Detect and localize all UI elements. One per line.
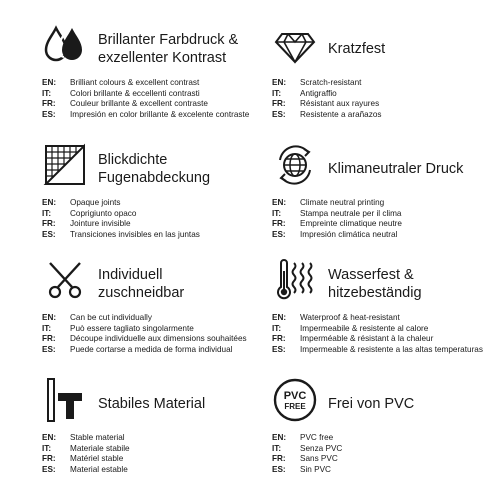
lang-row-it: IT: Impermeabile & resistente al calore — [272, 323, 429, 333]
lang-row-es: ES: Transiciones invisibles en las juntas — [42, 229, 200, 239]
thermometer-waves-icon — [272, 257, 318, 303]
lang-row-en: EN: Waterproof & heat-resistant — [272, 313, 400, 322]
feature-title: Brillanter Farbdruck & exzellenter Kontrast — [98, 32, 239, 66]
feature-waterproof-heat — [272, 255, 500, 355]
lang-row-es: ES: Puede cortarse a medida de forma individual — [42, 344, 233, 354]
diamond-icon — [272, 22, 318, 68]
lang-row-en: EN: Scratch-resistant — [272, 78, 362, 87]
lang-row-es: ES: Resistente a arañazos — [272, 109, 382, 119]
feature-brilliant-colours — [42, 20, 272, 120]
lang-row-fr: FR: Sans PVC — [272, 454, 338, 464]
lang-row-fr: FR: Couleur brillante & excellent contraste — [42, 99, 208, 109]
scissors-icon — [42, 257, 88, 303]
lang-row-it: IT: Antigraffio — [272, 88, 337, 98]
lang-row-it: IT: Coprigiunto opaco — [42, 208, 137, 218]
lang-row-fr: FR: Imperméable & résistant à la chaleur — [272, 334, 434, 344]
lang-row-it: IT: Materiale stabile — [42, 443, 130, 453]
lang-row-it: IT: Senza PVC — [272, 443, 343, 453]
feature-cut-individually — [42, 255, 272, 355]
feature-scratch-resistant — [272, 20, 500, 120]
lang-row-fr: FR: Empreinte climatique neutre — [272, 219, 402, 229]
feature-title: Individuell zuschneidbar — [98, 267, 185, 301]
feature-title: Klimaneutraler Druck — [328, 161, 464, 177]
lang-row-en: EN: Brilliant colours & excellent contrast — [42, 78, 200, 87]
feature-title: Wasserfest & hitzebeständig — [328, 267, 422, 301]
globe-cycle-icon — [272, 142, 318, 188]
lang-row-en: EN: Opaque joints — [42, 198, 121, 207]
lang-row-en: EN: Climate neutral printing — [272, 198, 385, 207]
lang-row-en: EN: Can be cut individually — [42, 313, 152, 322]
feature-title: Blickdichte Fugenabdeckung — [98, 152, 211, 186]
lang-row-es: ES: Sin PVC — [272, 464, 331, 474]
lang-row-fr: FR: Résistant aux rayures — [272, 99, 380, 109]
lang-row-fr: FR: Matériel stable — [42, 454, 124, 464]
feature-stable-material — [42, 375, 272, 475]
lang-row-fr: FR: Découpe individuelle aux dimensions souhaitées — [42, 334, 247, 344]
lang-row-es: ES: Impresión climática neutral — [272, 229, 398, 239]
lang-row-es: ES: Impresión en color brillante & excelente contraste — [42, 109, 250, 119]
feature-title: Frei von PVC — [328, 396, 415, 412]
feature-pvc-free — [272, 375, 500, 475]
lang-row-it: IT: Colori brillante & eccellenti contrasti — [42, 88, 200, 98]
lang-row-en: EN: PVC free — [272, 433, 334, 442]
lang-row-fr: FR: Jointure invisible — [42, 219, 131, 229]
feature-climate-neutral — [272, 140, 500, 240]
lang-row-es: ES: Impermeable & resistente a las altas temperaturas — [272, 344, 483, 354]
grid-joint-icon — [42, 142, 88, 188]
free-label: FREE — [284, 402, 306, 411]
lang-row-es: ES: Material estable — [42, 464, 128, 474]
pvc-label: PVC — [283, 390, 307, 402]
pvc-free-icon — [272, 377, 318, 423]
lang-row-en: EN: Stable material — [42, 433, 125, 442]
lang-row-it: IT: Stampa neutrale per il clima — [272, 208, 402, 218]
feature-opaque-joints — [42, 140, 272, 240]
feature-title: Kratzfest — [328, 41, 386, 57]
lang-row-it: IT: Può essere tagliato singolarmente — [42, 323, 194, 333]
panel-stand-icon — [42, 377, 88, 423]
ink-drops-icon — [42, 22, 88, 68]
feature-title: Stabiles Material — [98, 396, 206, 412]
